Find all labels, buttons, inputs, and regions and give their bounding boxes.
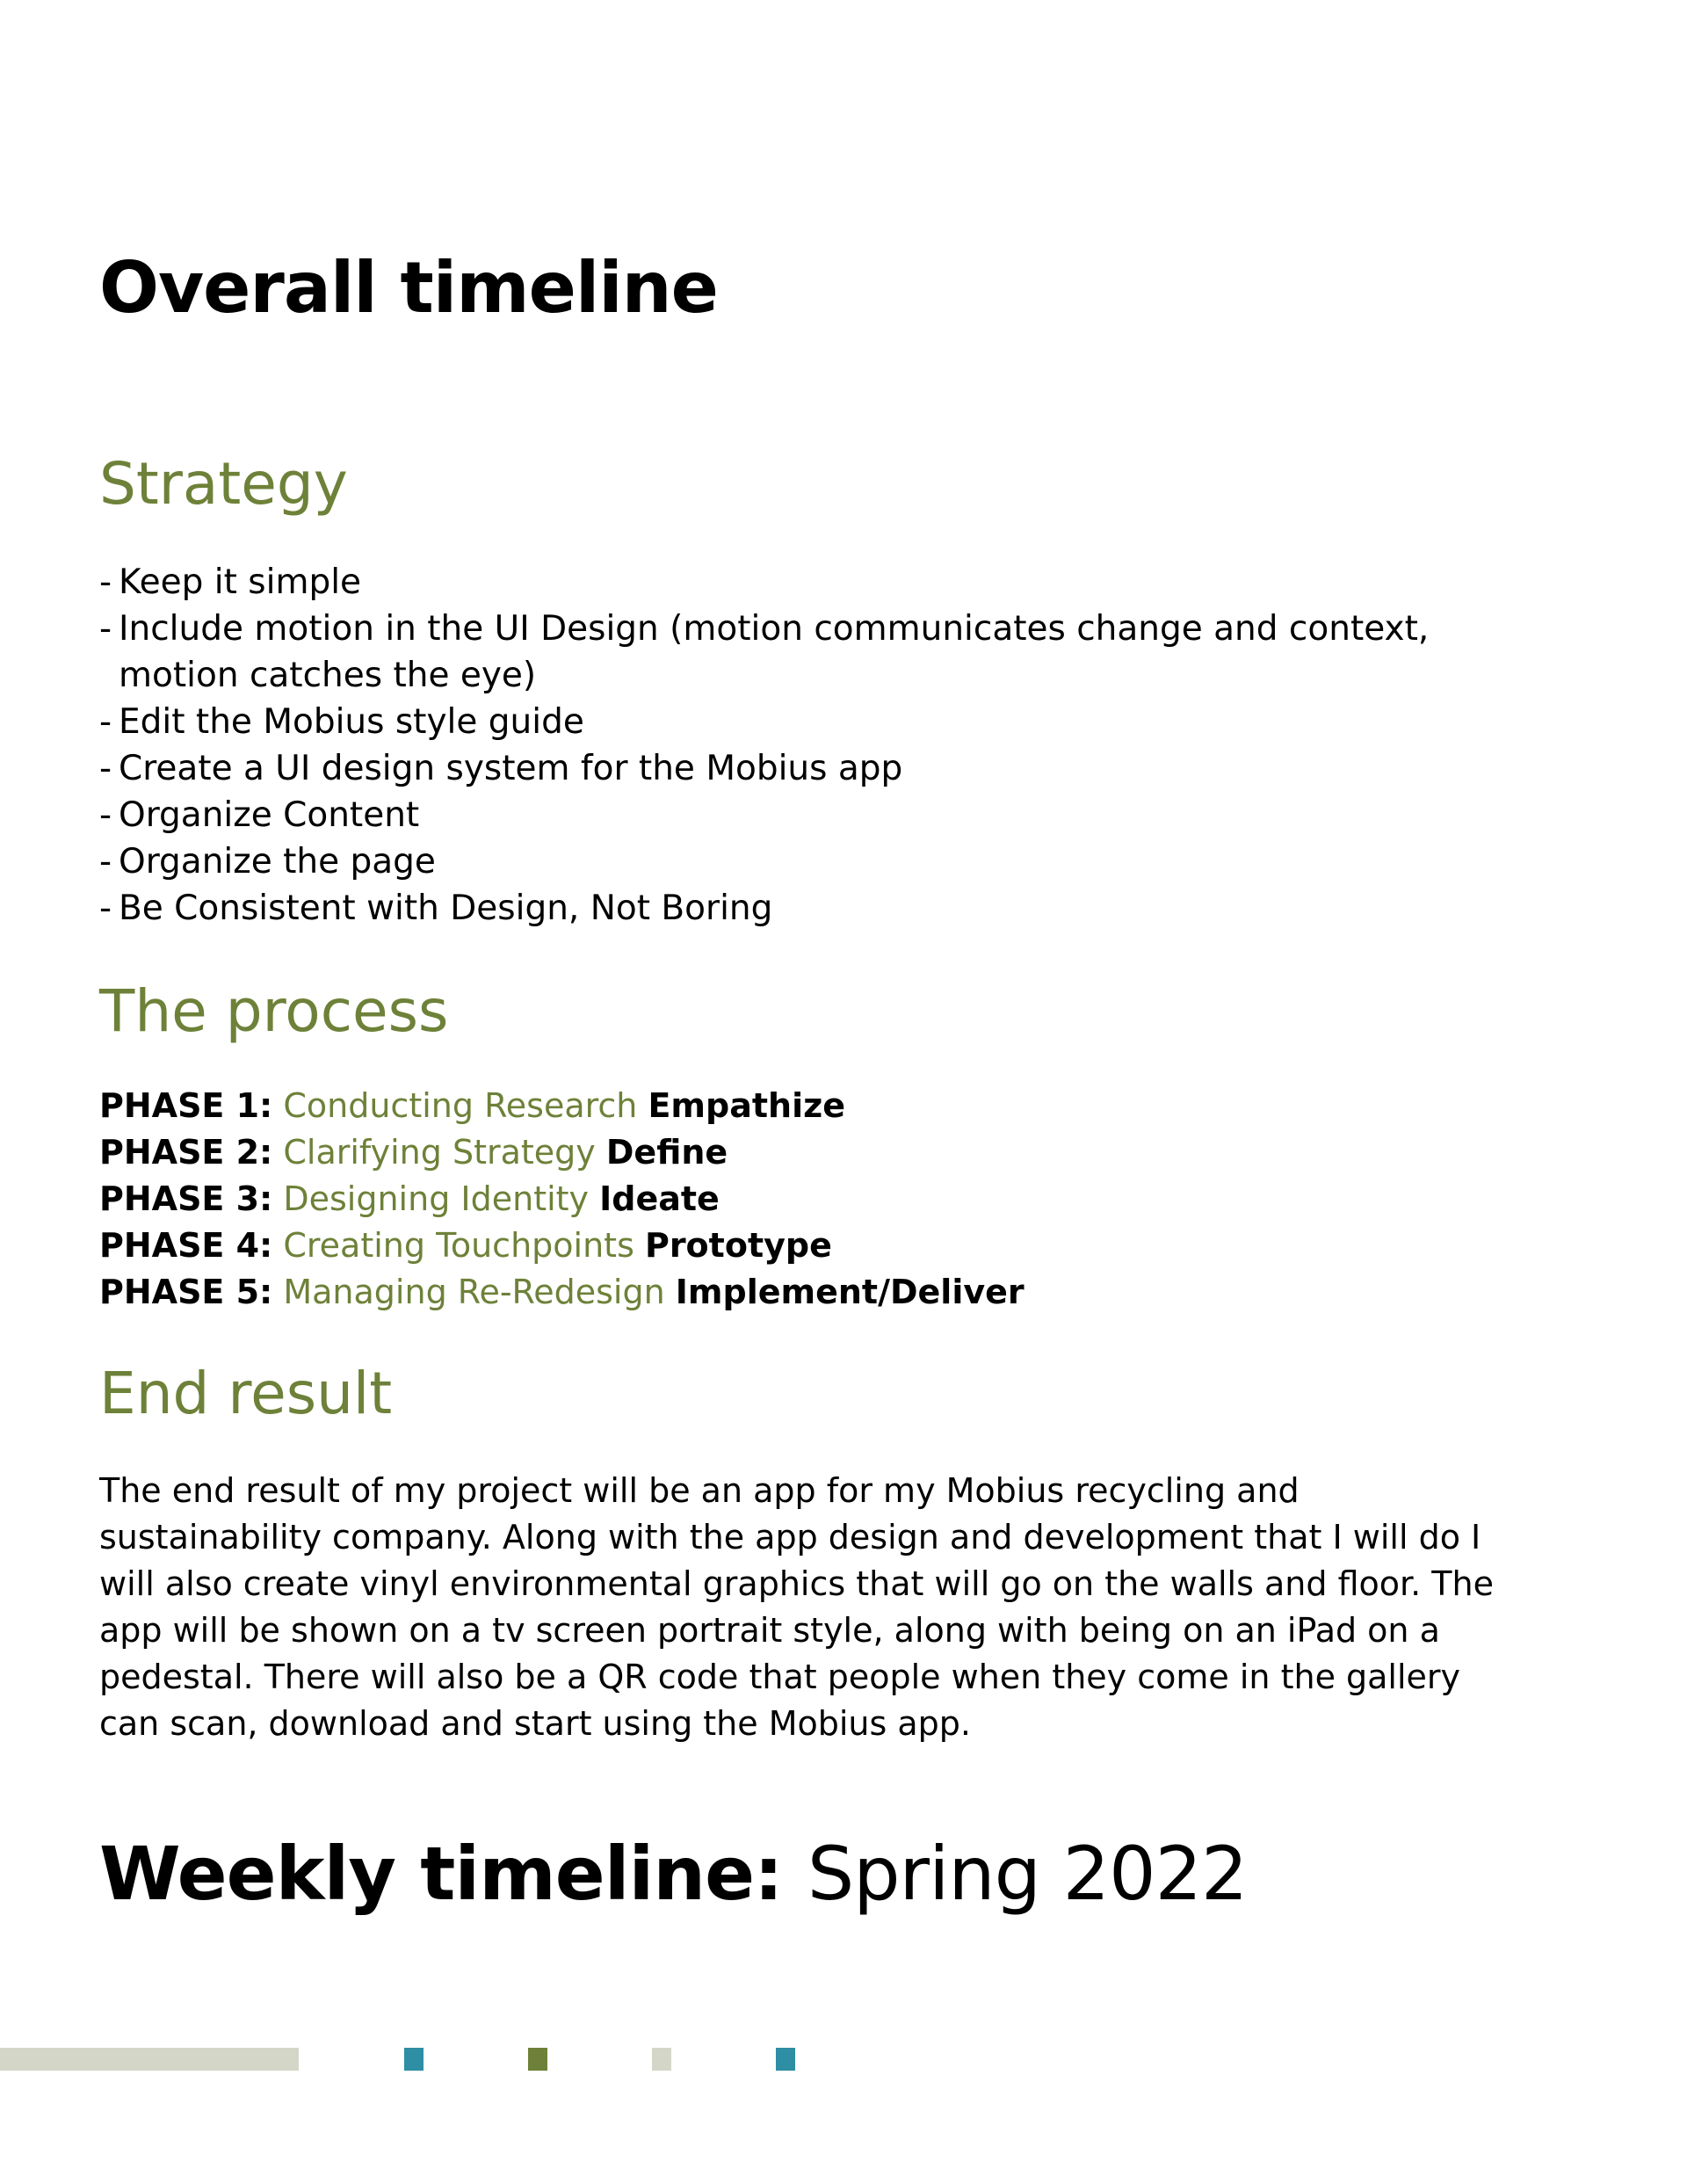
strategy-item: - Create a UI design system for the Mobius app — [99, 749, 903, 788]
phase-item: PHASE 5: Managing Re-Redesign Implement/Deliver — [99, 1273, 1025, 1311]
end-result-paragraph: The end result of my project will be an app for my Mobius recycling and sustainability company. Along with the app design and development that I will do I will also create vinyl environmental graphics that will go on the walls and floor. The app will be shown on a tv screen portrait style, along with being on an iPad on a pedestal. There will also be a QR code that people when they come in the gallery can scan, download and start using the Mobius app. — [99, 1471, 1494, 1743]
decorative-square-teal — [776, 2048, 795, 2071]
strategy-item: - Be Consistent with Design, Not Boring — [99, 889, 773, 928]
page-title: Overall timeline — [99, 247, 718, 329]
strategy-item: - Organize the page — [99, 842, 436, 882]
strategy-item: - Organize Content — [99, 795, 420, 835]
strategy-item: - Keep it simple — [99, 562, 362, 602]
end-result-heading: End result — [99, 1360, 393, 1427]
decorative-square-green — [528, 2048, 547, 2071]
strategy-heading: Strategy — [99, 450, 348, 518]
strategy-item: - Include motion in the UI Design (motion communicates change and context, motion catches the eye) — [99, 609, 1430, 695]
strategy-list — [99, 559, 1593, 932]
weekly-timeline-title: Weekly timeline: Spring 2022 — [99, 1831, 1248, 1917]
decorative-square-gray — [652, 2048, 671, 2071]
phase-list — [99, 1083, 1025, 1316]
phase-item: PHASE 4: Creating Touchpoints Prototype — [99, 1226, 832, 1265]
phase-item: PHASE 2: Clarifying Strategy Define — [99, 1133, 728, 1172]
phase-item: PHASE 1: Conducting Research Empathize — [99, 1086, 845, 1125]
decorative-bar — [0, 2048, 299, 2071]
process-heading: The process — [99, 977, 449, 1045]
strategy-item: - Edit the Mobius style guide — [99, 702, 584, 742]
decorative-square-teal — [404, 2048, 424, 2071]
phase-item: PHASE 3: Designing Identity Ideate — [99, 1179, 720, 1218]
